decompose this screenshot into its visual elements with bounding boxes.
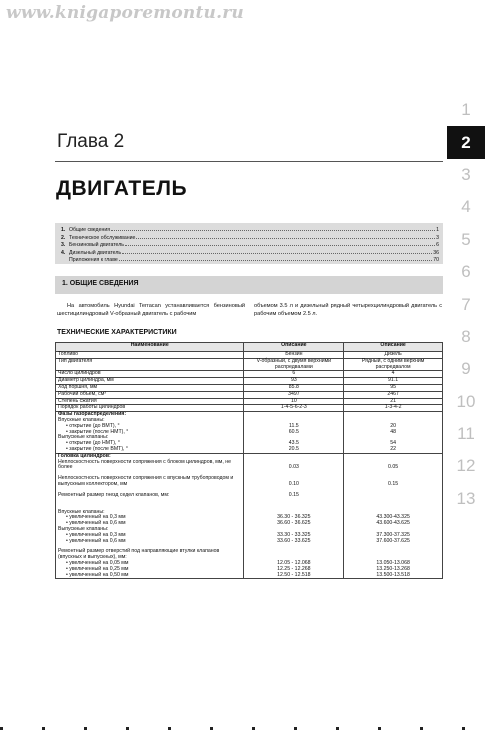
table-row: Рабочий объем, см³ 3497 2467 [56,391,443,398]
table-row: Тип двигателя V-образный, с двумя верхними распредвалами Рядный, с одним верхним распредвалом [56,358,443,371]
chapter-tab-11[interactable]: 11 [457,424,475,444]
page-title: ДВИГАТЕЛЬ [56,177,188,200]
page-bottom-border [0,727,500,730]
table-row: Диаметр цилиндра, мм 93 91.1 [56,378,443,385]
toc-item-label: Бензиновый двигатель [69,242,124,249]
chapter-label: Глава 2 [57,131,125,152]
toc-item-label: Приложения к главе [69,257,118,264]
watermark: www.knigaporemontu.ru [6,3,244,23]
intro-text-right: объемом 3.5 л и дизельный рядный четырехцилиндровый двигатель с рабочим объемом 2.5 л. [254,303,442,317]
table-of-contents [55,223,443,264]
chapter-tab-6[interactable]: 6 [461,262,471,282]
specs-table [55,342,443,579]
column-header: Наименование [56,343,244,352]
toc-item-page: 3 [436,234,439,241]
table-row: Топливо Бензин Дизель [56,352,443,359]
chapter-tab-12[interactable]: 12 [456,456,476,476]
column-header: Описание [344,343,443,352]
section-header [55,276,443,294]
toc-item-page: 36 [433,249,439,256]
toc-item-page: 1 [436,227,439,233]
chapter-tab-8[interactable]: 8 [461,326,471,346]
toc-item[interactable]: 4. Дизельный двигатель 36 [61,249,439,256]
toc-item[interactable]: 3. Бензиновый двигатель 6 [61,242,439,249]
toc-item[interactable]: 1. Общие сведения 1 [61,227,439,233]
chapter-tab-2[interactable]: 2 [447,126,485,158]
toc-item[interactable]: 2. Техническое обслуживание 3 [61,234,439,241]
table-row: Степень сжатия 10 21 [56,398,443,405]
toc-item-label: Техническое обслуживание [69,234,136,241]
chapter-tab-10[interactable]: 10 [456,391,476,411]
chapter-tab-4[interactable]: 4 [461,197,471,217]
toc-item-label: Общие сведения [69,227,111,233]
toc-item-label: Дизельный двигатель [69,249,122,256]
toc-item-page: 6 [436,242,439,249]
toc-item-page: 70 [433,257,439,264]
chapter-tab-7[interactable]: 7 [461,294,471,314]
table-row: Порядок работы цилиндров 1-4-5-6-2-3 1-3-4-2 [56,405,443,412]
specs-heading: ТЕХНИЧЕСКИЕ ХАРАКТЕРИСТИКИ [57,329,177,336]
table-row-valve-timing: Фазы газораспределения: Впускные клапаны: • открытие (до ВМТ), ° • закрытие (после НМТ), ° Выпускные клапаны: • открытие (до НМТ), ° • закрытие (после ВМТ), ° 11.5 60.5 43.5 20.5 20 48 54 22 [56,412,443,454]
toc-item[interactable] [55,256,443,264]
table-row: Число цилиндров 6 4 [56,371,443,378]
chapter-tab-13[interactable]: 13 [456,488,476,508]
chapter-tab-3[interactable]: 3 [461,164,471,184]
chapter-tab-9[interactable]: 9 [461,359,471,379]
intro-text-left: На автомобиль Hyundai Terracan устанавливается бензиновый шестицилиндровый V-образный двигатель с рабочим [57,303,245,317]
section-title: 1. ОБЩИЕ СВЕДЕНИЯ [62,280,139,287]
chapter-tabs [447,94,485,515]
table-row: Ход поршня, мм 85.8 95 [56,384,443,391]
column-header: Описание [244,343,344,352]
divider [55,161,443,162]
chapter-tab-1[interactable]: 1 [461,100,471,120]
chapter-tab-5[interactable]: 5 [461,229,471,249]
table-row-cylinder-head: Головка цилиндров: Неплоскостность поверхности сопряжения с блоком цилиндров, мм, не более Неплоскостность поверхности сопряжения с впускным трубопроводом и выпускным коллектором, мм Ремонтный размер гнезд седел клапанов, мм: Впускные клапаны: • увеличенный на 0,3 мм • увеличенный на 0,6 мм Выпускные клапаны: • увеличенный на 0,3 мм • увеличенный на 0,6 мм Ремонтный размер отверстий под направляющие втулки клапанов (впускных и выпускных), мм: • увеличенный на 0,05 мм • увеличенный на 0,25 мм • увеличенный на 0,50 мм 0.03 0.10 0.15 36.30 - 36.325 36.60 - 36.625 33.30 - 33.325 33.60 - 33.625 12.05 - 12.068 12.25 - 12.268 12.50 - 12.518 0.05 0.15 43.300-43.325 43.600-43.625 37.300-37.325 37.600-37.625 13.050-13.068 13.250-13.268 13.500-13.518 [56,453,443,579]
